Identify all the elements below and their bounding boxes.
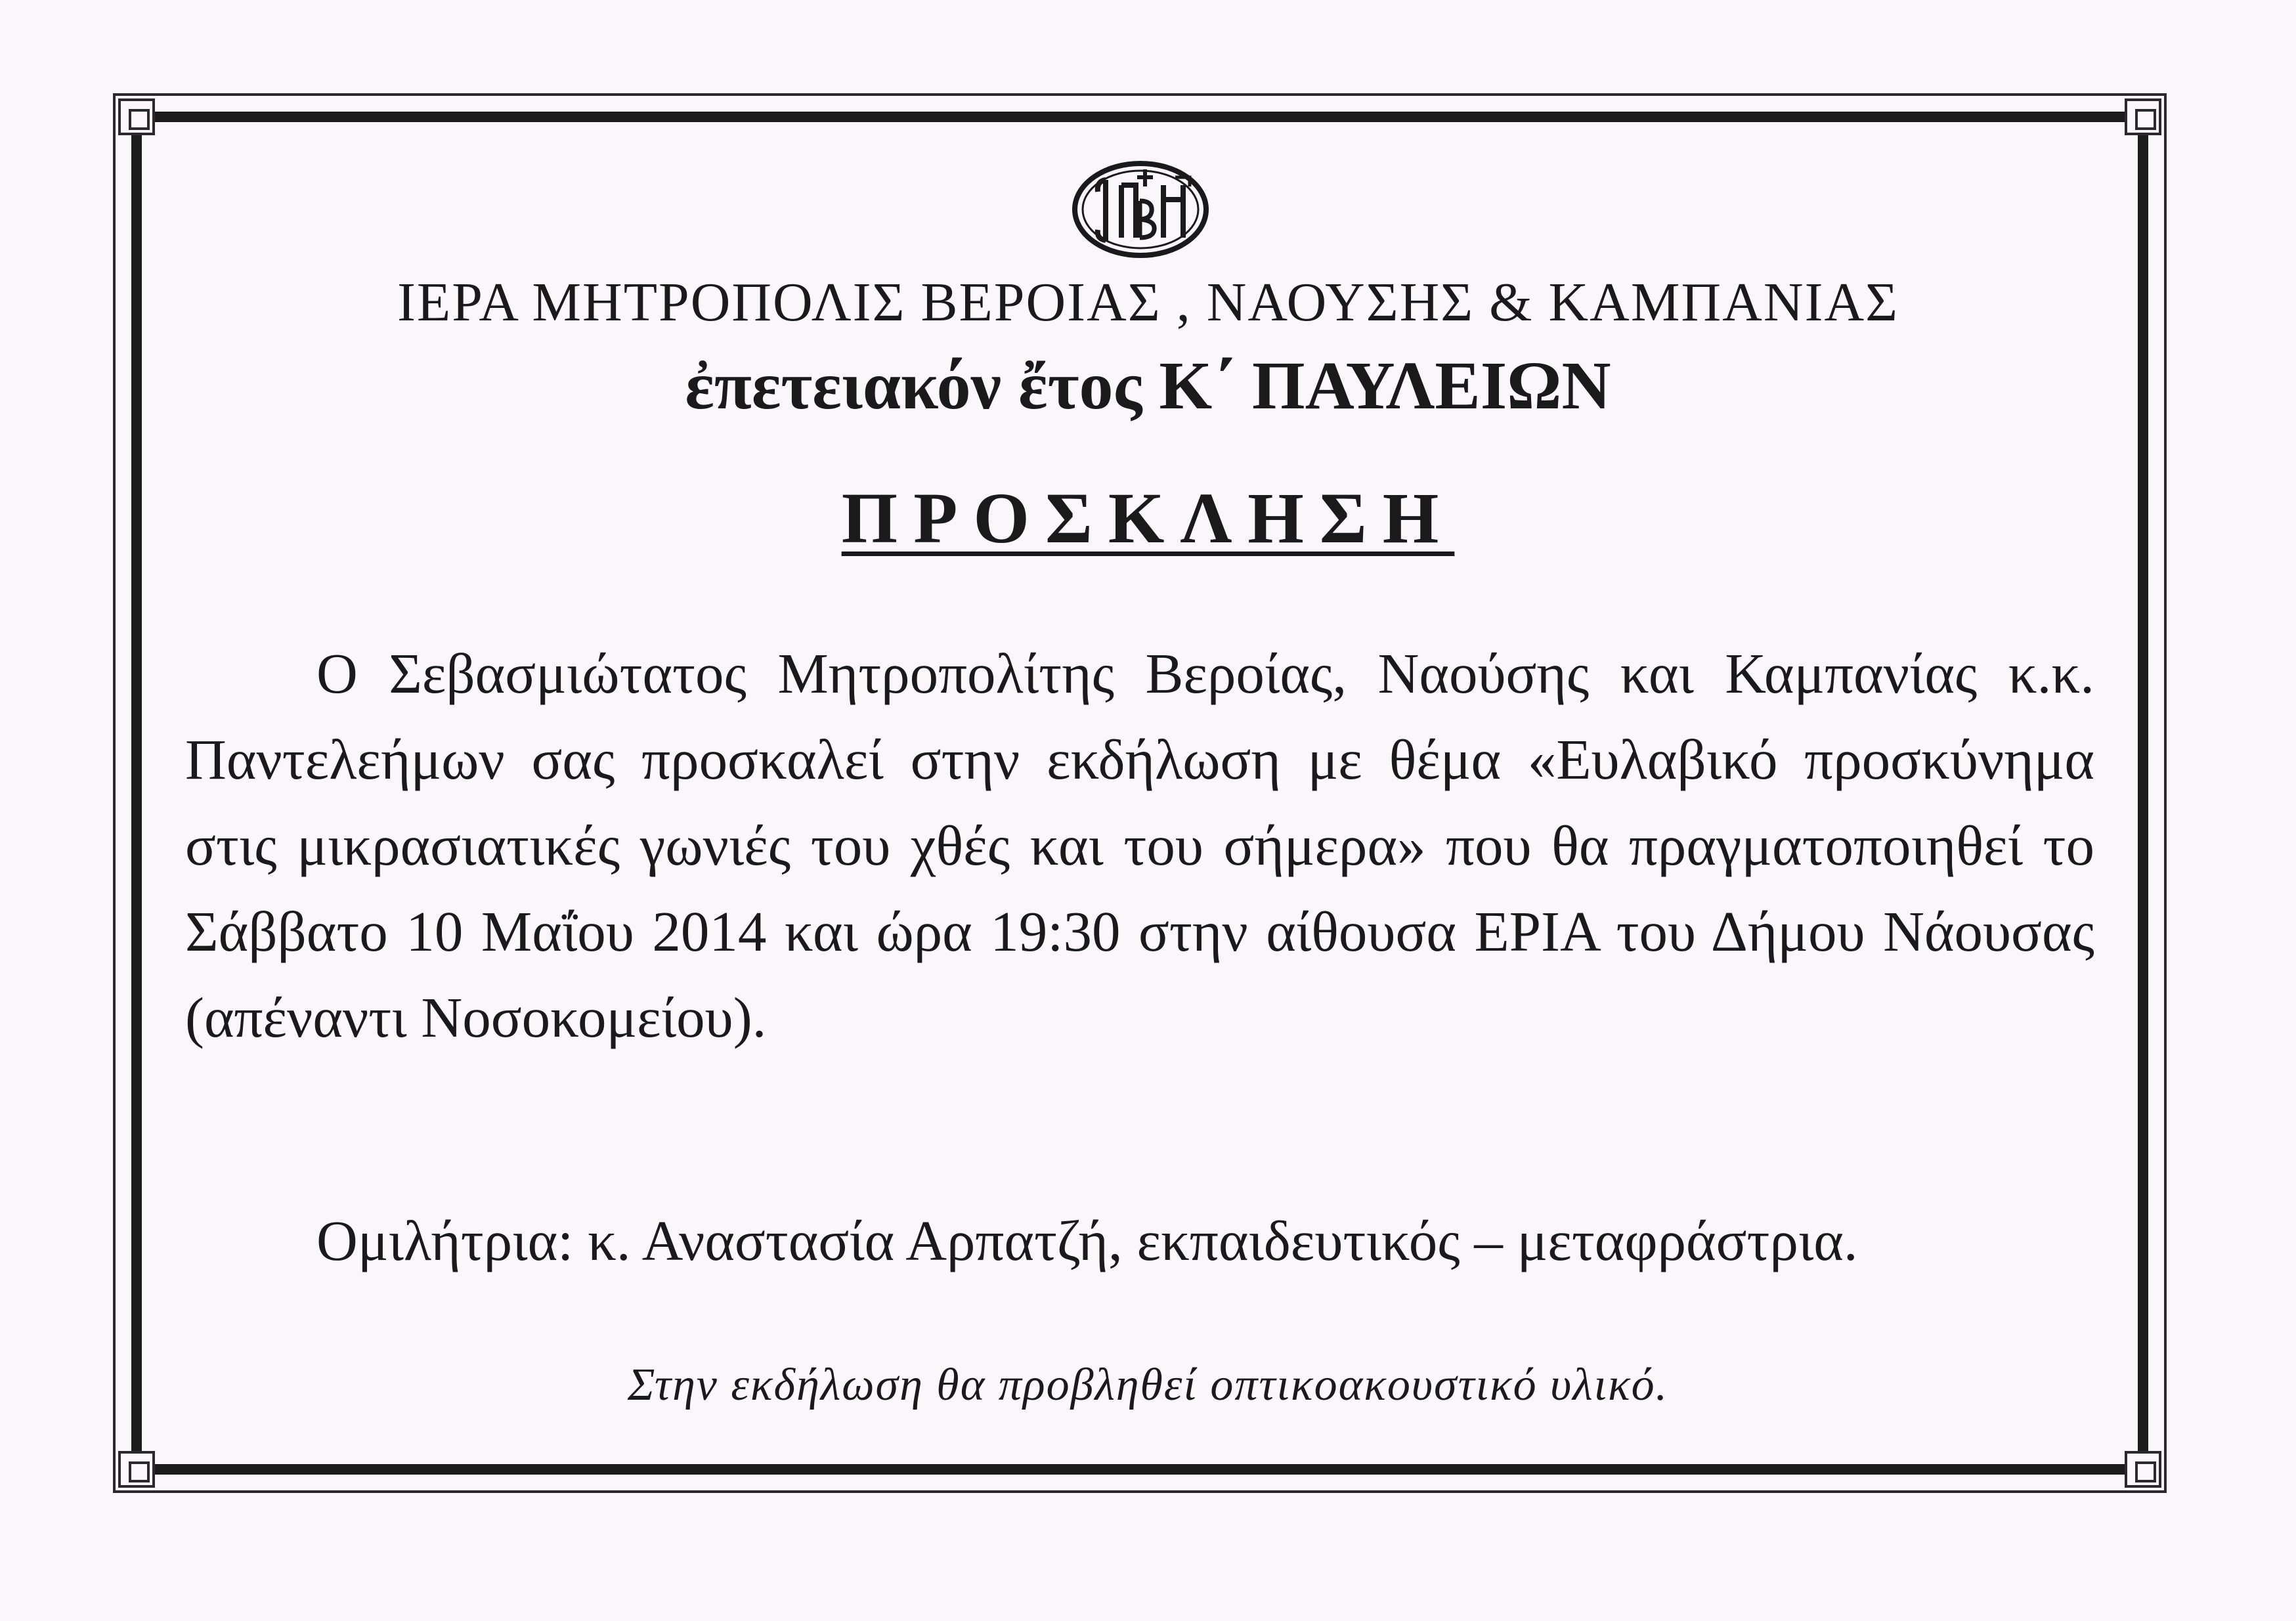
invitation-body-paragraph: Ο Σεβασμιώτατος Μητροπολίτης Βεροίας, Ναούσης και Καμπανίας κ.κ. Παντελεήμων σας προσκαλεί στην εκδήλωση με θέμα «Ευλαβικό προσκύνημα στις μικρασιατικές γωνιές του χθές και του σήμερα» που θα πραγματοποιηθεί το Σάββατο 10 Μαΐου 2014 και ώρα 19:30 στην αίθουσα ΕΡΙΑ του Δήμου Νάουσας (απέναντι Νοσοκομείου). [185, 641, 2094, 1049]
corner-ornament-bottom-right [2125, 1451, 2161, 1488]
invitation-title [0, 477, 2296, 560]
invitation-title-text: ΠΡΟΣΚΛΗΣΗ [841, 478, 1455, 558]
speaker-paragraph: Ομιλήτρια: κ. Αναστασία Αρπατζή, εκπαιδευτικός – μεταφράστρια. [316, 1209, 1858, 1272]
metropolis-name: ΙΕΡΑ ΜΗΤΡΟΠΟΛΙΣ ΒΕΡΟΙΑΣ , ΝΑΟΥΣΗΣ & ΚΑΜΠΑΝΙΑΣ [397, 272, 1899, 333]
corner-ornament-top-left [118, 98, 155, 135]
corner-ornament-top-right [2125, 98, 2161, 135]
anniversary-line: ἐπετειακόν ἔτος Κ΄ ΠΑΥΛΕΙΩΝ [685, 348, 1611, 423]
corner-ornament-bottom-left [118, 1451, 155, 1488]
audiovisual-note: Στην εκδήλωση θα προβληθεί οπτικοακουστικό υλικό. [627, 1360, 1669, 1410]
metropolis-emblem-icon [1072, 160, 1209, 259]
